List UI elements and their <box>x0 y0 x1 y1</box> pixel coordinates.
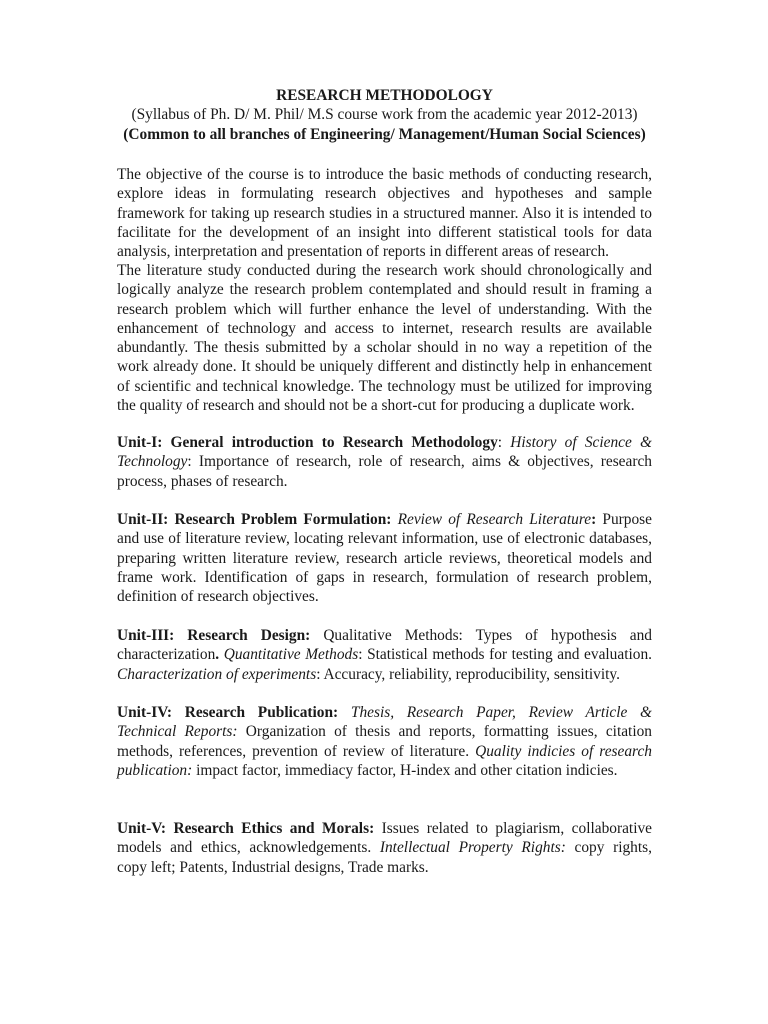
text: impact factor, immediacy factor, H-index and other citation indicies. <box>196 761 618 779</box>
text: : Importance of research, role of research, aims & objectives, research <box>187 453 652 471</box>
text-line <box>117 223 652 242</box>
text: definition of research objectives. <box>117 588 319 605</box>
italic-text: Technology <box>117 453 188 471</box>
text: analysis, interpretation and presentation of reports in different areas of research. <box>117 243 610 260</box>
objective-paragraph <box>117 165 652 261</box>
text: : Accuracy, reliability, reproducibility, sensitivity. <box>316 665 620 683</box>
text-line <box>117 587 652 606</box>
italic-text: Quality indicies of research <box>475 742 652 760</box>
text-line <box>117 338 652 357</box>
bold-text: RESEARCH METHODOLOGY <box>276 87 493 104</box>
bold-text: . <box>215 646 224 664</box>
bold-text: Unit-I: General introduction to Research Methodology <box>117 434 498 451</box>
literature-paragraph <box>117 261 652 415</box>
text-line <box>117 665 652 684</box>
text: research problem which will further enhance the level of understanding. With the <box>117 300 652 318</box>
text-line <box>117 204 652 223</box>
text-line <box>117 626 652 645</box>
text: (Syllabus of Ph. D/ M. Phil/ M.S course work from the academic year 2012-2013) <box>131 106 638 124</box>
text-line <box>117 125 652 144</box>
italic-text: publication: <box>117 761 197 779</box>
text-line <box>117 396 652 415</box>
text-line <box>117 280 652 299</box>
bold-text: Unit-III: Research Design: <box>117 627 324 644</box>
italic-text: Intellectual Property Rights: <box>379 839 575 857</box>
text-line <box>117 722 652 741</box>
text: Purpose <box>602 511 652 528</box>
text: the quality of research and should not be a short-cut for producing a duplicate work. <box>117 396 635 414</box>
text-line <box>117 261 652 280</box>
text-line <box>117 433 652 452</box>
text-line <box>117 377 652 396</box>
bold-text: Unit-V: Research Ethics and Morals: <box>117 820 382 837</box>
unit-5 <box>117 819 652 877</box>
text: framework for taking up research studies in a structured manner. Also it is intended to <box>117 204 652 222</box>
unit-2 <box>117 510 652 606</box>
text: : Statistical methods for testing and evaluation. <box>358 646 652 664</box>
text: characterization <box>117 646 216 664</box>
text-line <box>117 703 652 722</box>
text: and use of literature review, locating relevant information, use of electronic databases, <box>117 530 652 548</box>
text: logically analyze the research problem contemplated and should result in framing a <box>117 281 652 299</box>
text-line <box>117 645 652 664</box>
italic-text: Characterization of experiments <box>117 665 317 683</box>
text: copy rights, <box>574 839 652 857</box>
text: Organization of thesis and reports, formatting issues, citation <box>245 723 652 741</box>
text: copy left; Patents, Industrial designs, Trade marks. <box>117 858 429 876</box>
text: : <box>497 434 511 451</box>
text-line <box>117 472 652 491</box>
text: facilitate for the development of an insight into different statistical tools for data <box>117 223 652 241</box>
text-line <box>117 742 652 761</box>
text-line <box>117 319 652 338</box>
text: methods, references, prevention of review of literature. <box>117 742 476 760</box>
text-line <box>117 452 652 471</box>
text: Issues related to plagiarism, collaborative <box>381 820 653 837</box>
text: preparing written literature review, research article reviews, theoretical models and <box>117 549 652 567</box>
text-line <box>117 165 652 184</box>
italic-text: Review of Research Literature <box>397 511 592 528</box>
text-line <box>117 86 652 105</box>
text: The literature study conducted during the research work should chronologically and <box>117 262 652 279</box>
text: work already done. It should be uniquely different and distinctly help in enhancement <box>117 358 652 376</box>
text: frame work. Identification of gaps in research, formulation of research problem, <box>117 568 652 586</box>
text-line <box>117 568 652 587</box>
italic-text: History of Science & <box>510 434 653 451</box>
text: of scientific and technical knowledge. The technology must be utilized for improving <box>117 377 652 395</box>
text-line <box>117 819 652 838</box>
unit-3 <box>117 626 652 684</box>
text: The objective of the course is to introduce the basic methods of conducting research, <box>117 166 652 183</box>
text: process, phases of research. <box>117 472 288 490</box>
text-line <box>117 105 652 124</box>
bold-text: Unit-IV: Research Publication: <box>117 704 351 721</box>
bold-text: : <box>591 511 603 528</box>
text: explore ideas in formulating research objectives and hypotheses and sample <box>117 185 652 203</box>
bold-text: Unit-II: Research Problem Formulation: <box>117 511 398 528</box>
document-header <box>117 86 652 144</box>
text-line <box>117 510 652 529</box>
text: abundantly. The thesis submitted by a scholar should in no way a repetition of the <box>117 339 652 356</box>
text-line <box>117 242 652 261</box>
unit-1 <box>117 433 652 491</box>
text-line <box>117 357 652 376</box>
text-line <box>117 529 652 548</box>
text-line <box>117 858 652 877</box>
italic-text: Thesis, Research Paper, Review Article & <box>350 704 652 721</box>
text-line <box>117 300 652 319</box>
text-line <box>117 184 652 203</box>
italic-text: Technical Reports: <box>117 723 246 741</box>
text-line <box>117 549 652 568</box>
text-line <box>117 838 652 857</box>
italic-text: Quantitative Methods <box>223 646 359 664</box>
bold-text: (Common to all branches of Engineering/ Management/Human Social Sciences) <box>123 125 646 143</box>
unit-4 <box>117 703 652 780</box>
text: models and ethics, acknowledgements. <box>117 839 380 857</box>
text: Qualitative Methods: Types of hypothesis and <box>323 627 652 644</box>
text-line <box>117 761 652 780</box>
text: enhancement of technology and access to internet, research results are available <box>117 319 652 337</box>
